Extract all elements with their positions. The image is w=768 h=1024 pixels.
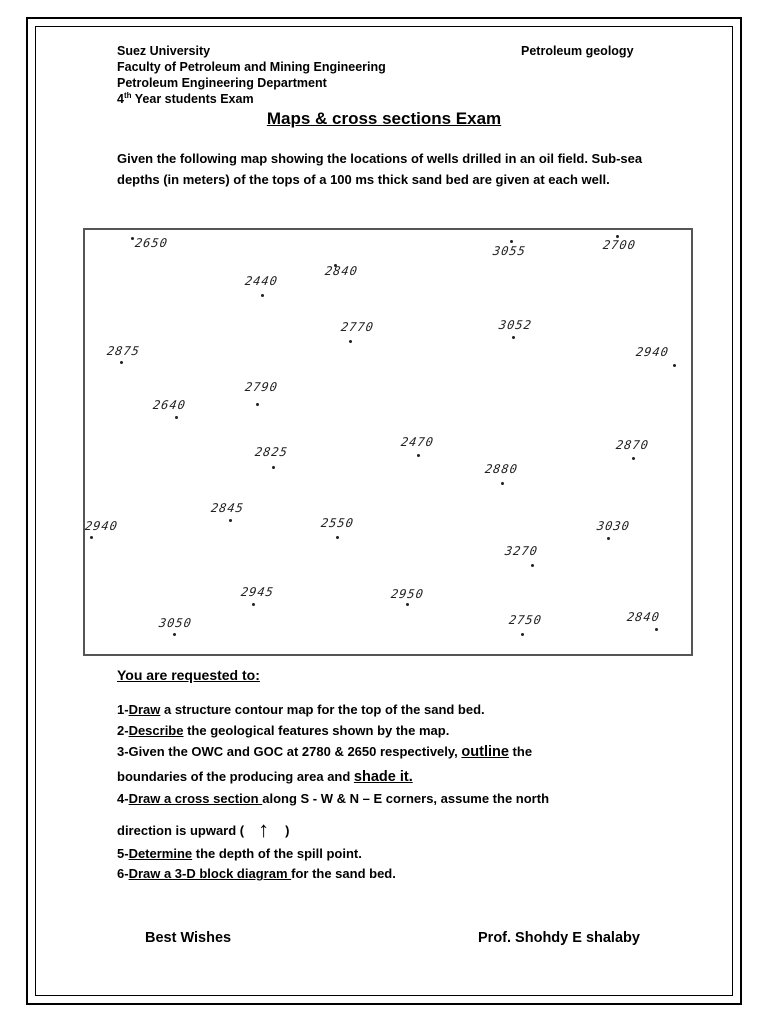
year-suffix: th: [123, 90, 132, 100]
task-1-text: a structure contour map for the top of the sand bed.: [160, 702, 485, 717]
well-dot: [90, 536, 93, 539]
task-2-number: 2-: [117, 723, 129, 738]
requests-title: You are requested to:: [117, 667, 260, 683]
well-dot: [673, 364, 676, 367]
well-depth-label: 2650: [134, 236, 169, 250]
task-6-number: 6-: [117, 866, 129, 881]
well-dot: [510, 240, 513, 243]
well-depth-label: 2840: [324, 264, 359, 278]
course-name: Petroleum geology: [521, 44, 634, 58]
well-depth-label: 2940: [635, 345, 670, 359]
well-dot: [252, 603, 255, 606]
task-1: [117, 702, 485, 717]
well-dot: [256, 403, 259, 406]
well-depth-label: 2470: [400, 435, 435, 449]
well-depth-label: 3050: [158, 616, 193, 630]
task-2-text: the geological features shown by the map.: [183, 723, 450, 738]
task-4-text-c: direction is upward (: [117, 823, 245, 838]
task-4-verb: Draw a cross section: [128, 791, 263, 806]
well-dot: [417, 454, 420, 457]
well-depth-label: 2825: [254, 445, 289, 459]
well-depth-label: 2880: [484, 462, 519, 476]
well-depth-label: 2770: [340, 320, 375, 334]
well-dot: [501, 482, 504, 485]
intro-text: Given the following map showing the locations of wells drilled in an oil field. Sub-sea depths (in meters) of the tops of a 100 ms thick sand bed are given at each well.: [117, 151, 643, 187]
exam-year: [117, 91, 254, 107]
university-name: Suez University: [117, 44, 211, 58]
task-1-number: 1-: [117, 702, 129, 717]
well-depth-label: 3052: [498, 318, 533, 332]
well-depth-label: 2940: [84, 519, 119, 533]
task-5-verb: Determine: [128, 846, 193, 861]
well-dot: [173, 633, 176, 636]
well-depth-label: 2440: [244, 274, 279, 288]
exam-title: Maps & cross sections Exam: [266, 109, 502, 128]
well-depth-label: 2700: [602, 238, 637, 252]
task-4-number: 4-: [117, 791, 129, 806]
task-3-text-c: boundaries of the producing area and: [117, 769, 354, 784]
faculty-name: Faculty of Petroleum and Mining Engineering: [117, 60, 386, 74]
task-3-shade: shade it.: [353, 769, 413, 785]
well-dot: [261, 294, 264, 297]
well-depth-label: 2750: [508, 613, 543, 627]
task-5-text: the depth of the spill point.: [192, 846, 362, 861]
well-dot: [632, 457, 635, 460]
task-6-text: for the sand bed.: [291, 866, 396, 881]
well-depth-label: 2640: [152, 398, 187, 412]
well-depth-label: 2840: [626, 610, 661, 624]
task-3-outline: outline: [461, 744, 509, 760]
well-dot: [521, 633, 524, 636]
well-dot: [272, 466, 275, 469]
footer-best-wishes: Best Wishes: [145, 930, 232, 946]
task-5: [117, 846, 362, 861]
task-6: [117, 866, 396, 881]
well-depth-label: 2550: [320, 516, 355, 530]
well-depth-label: 2870: [615, 438, 650, 452]
well-dot: [131, 237, 134, 240]
task-4-text: along S - W & N – E corners, assume the north: [262, 791, 550, 806]
task-2: [117, 723, 449, 738]
task-1-verb: Draw: [128, 702, 161, 717]
well-depth-label: 2845: [210, 501, 245, 515]
well-depth-label: 3055: [492, 244, 527, 258]
well-dot: [175, 416, 178, 419]
well-dot: [655, 628, 658, 631]
task-5-number: 5-: [117, 846, 129, 861]
task-4-line-2: [117, 815, 289, 841]
year-rest: Year students Exam: [131, 92, 254, 106]
well-dot: [120, 361, 123, 364]
task-2-verb: Describe: [128, 723, 184, 738]
well-dot: [406, 603, 409, 606]
year-number: 4: [117, 92, 124, 106]
well-depth-label: 2790: [244, 380, 279, 394]
well-location-map: [83, 228, 693, 656]
well-depth-label: 3270: [504, 544, 539, 558]
task-3-line-1: [117, 744, 532, 760]
well-dot: [229, 519, 232, 522]
task-3-text-a: 3-Given the OWC and GOC at 2780 & 2650 respectively,: [117, 744, 462, 759]
task-3-line-2: [117, 769, 413, 785]
well-dot: [349, 340, 352, 343]
well-dot: [512, 336, 515, 339]
well-depth-label: 2945: [240, 585, 275, 599]
well-depth-label: 2950: [390, 587, 425, 601]
task-4-text-d: ): [285, 823, 290, 838]
well-depth-label: 3030: [596, 519, 631, 533]
well-dot: [531, 564, 534, 567]
task-4-line-1: [117, 791, 549, 806]
department-name: Petroleum Engineering Department: [117, 76, 327, 90]
task-3-text-b: the: [508, 744, 533, 759]
well-dot: [336, 536, 339, 539]
well-depth-label: 2875: [106, 344, 141, 358]
task-6-verb: Draw a 3-D block diagram: [128, 866, 292, 881]
footer-author: Prof. Shohdy E shalaby: [478, 930, 640, 946]
north-arrow-icon: ↑: [258, 817, 270, 842]
well-dot: [607, 537, 610, 540]
